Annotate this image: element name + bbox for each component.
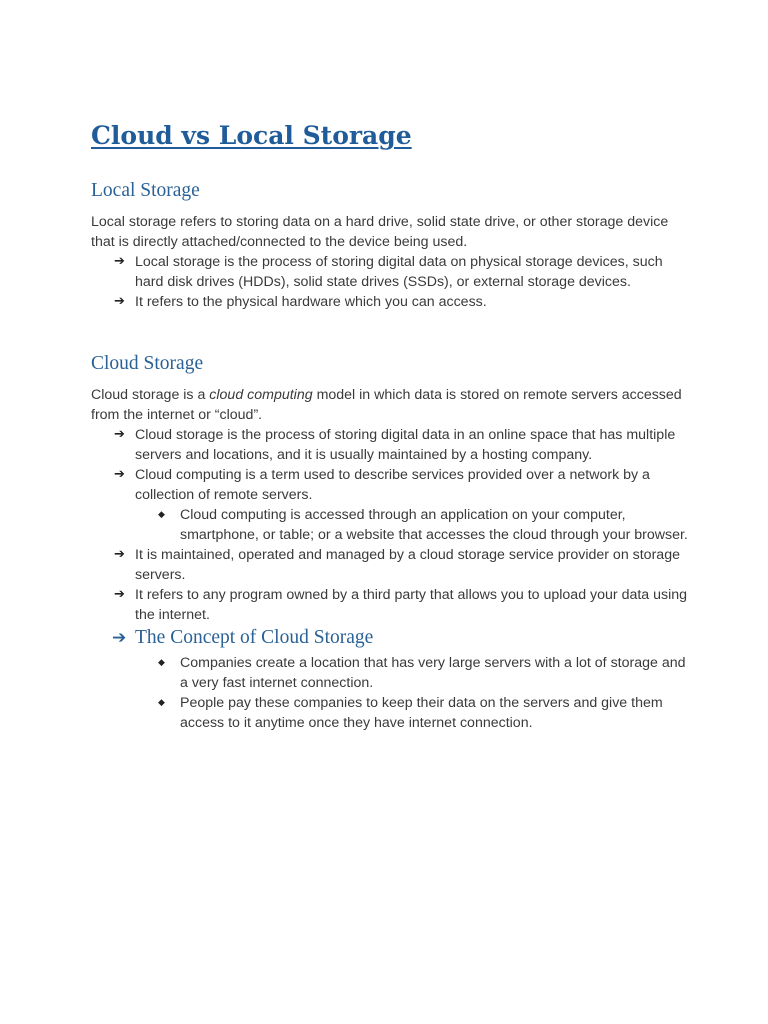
bullet-text: People pay these companies to keep their data on the servers and give them access to it anytime once they have internet connection. [180, 695, 663, 731]
bullet-text: Cloud computing is accessed through an application on your computer, smartphone, or table; or a website that accesses the cloud through your browser. [180, 507, 688, 543]
bullet-text: Local storage is the process of storing digital data on physical storage devices, such hard disk drives (HDDs), solid state drives (SSDs), or external storage devices. [135, 254, 663, 290]
bullet-text: Cloud storage is the process of storing digital data in an online space that has multiple servers and locations, and it is usually maintained by a hosting company. [135, 427, 676, 463]
concept-subsection [112, 625, 691, 733]
document-title: Cloud vs Local Storage [91, 121, 412, 150]
list-item [114, 292, 691, 312]
local-storage-heading: Local Storage [91, 180, 200, 201]
list-item [114, 252, 691, 292]
local-storage-section [91, 178, 691, 312]
local-storage-bullet-list [91, 252, 691, 312]
arrow-bullet-icon: ➔ [114, 587, 125, 602]
bullet-text: Companies create a location that has very large servers with a lot of storage and a very fast internet connection. [180, 655, 686, 691]
cloud-computing-sub-list [135, 505, 691, 545]
list-item [158, 653, 691, 693]
diamond-bullet-icon: ◆ [158, 658, 165, 668]
intro-text-start: Cloud storage is a [91, 387, 210, 403]
list-item [158, 505, 691, 545]
list-item [114, 585, 691, 625]
cloud-storage-intro [91, 385, 691, 425]
cloud-storage-section [91, 351, 691, 733]
cloud-storage-bullet-list [91, 425, 691, 733]
cloud-storage-heading: Cloud Storage [91, 353, 204, 374]
diamond-bullet-icon: ◆ [158, 510, 165, 520]
list-item [158, 693, 691, 733]
local-storage-intro: Local storage refers to storing data on a hard drive, solid state drive, or other storage device that is directly attached/connected to the device being used. [91, 214, 669, 250]
intro-emphasis: cloud computing [209, 387, 313, 403]
arrow-bullet-icon: ➔ [114, 467, 125, 482]
diamond-bullet-icon: ◆ [158, 698, 165, 708]
arrow-bullet-icon: ➔ [114, 547, 125, 562]
intro-text-end: model in which data is stored on remote servers accessed from the internet or “cloud”. [91, 387, 682, 423]
list-item [114, 425, 691, 465]
arrow-bullet-icon: ➔ [114, 294, 125, 309]
list-item [114, 545, 691, 585]
arrow-bullet-icon: ➔ [112, 628, 127, 648]
arrow-bullet-icon: ➔ [114, 254, 125, 269]
bullet-text: It is maintained, operated and managed by a cloud storage service provider on storage servers. [135, 547, 680, 583]
list-item [114, 465, 691, 545]
arrow-bullet-icon: ➔ [114, 427, 125, 442]
bullet-text: Cloud computing is a term used to describe services provided over a network by a collection of remote servers. [135, 467, 650, 503]
concept-heading: The Concept of Cloud Storage [135, 627, 374, 648]
bullet-text: It refers to the physical hardware which you can access. [135, 294, 487, 310]
concept-bullet-list [135, 653, 691, 733]
bullet-text: It refers to any program owned by a third party that allows you to upload your data using the internet. [135, 587, 688, 623]
